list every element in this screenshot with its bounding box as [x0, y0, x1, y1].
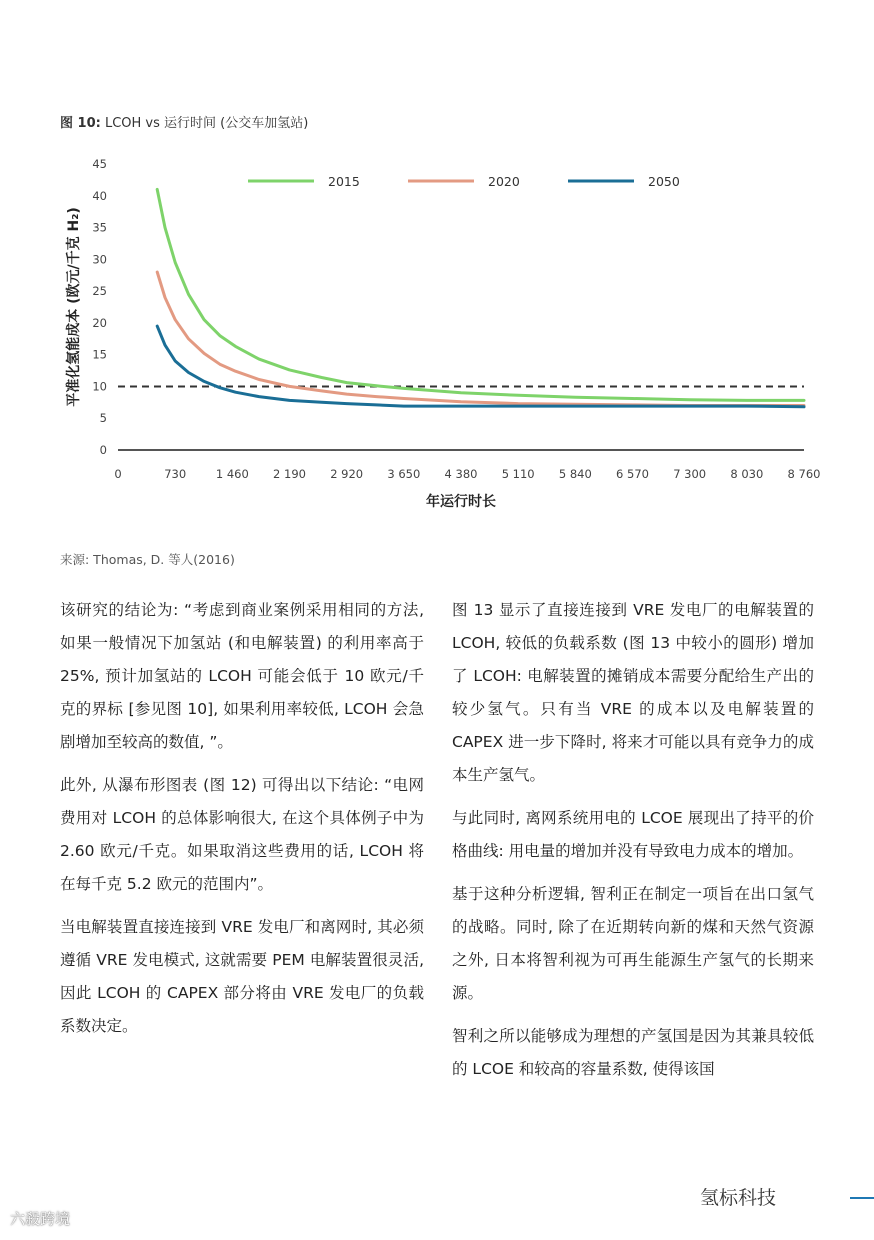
y-axis-label-group	[65, 207, 82, 407]
y-tick-label: 30	[92, 252, 107, 267]
axis-ticks	[92, 157, 820, 510]
y-tick-label: 10	[92, 379, 107, 394]
figure-title	[60, 112, 308, 131]
legend-label-2050: 2050	[648, 174, 680, 189]
y-tick-label: 5	[99, 411, 107, 426]
y-tick-label: 25	[92, 284, 107, 299]
paragraph: 基于这种分析逻辑, 智利正在制定一项旨在出口氢气的战略。同时, 除了在近期转向新的煤和天然气资源之外, 日本将智利视为可再生能源生产氢气的长期来源。	[452, 885, 814, 1002]
figure-label: 图 10:	[60, 116, 101, 131]
series-line-2015	[157, 189, 804, 400]
x-tick-label: 5 110	[501, 467, 535, 481]
x-tick-label: 8 030	[730, 467, 764, 481]
y-tick-label: 20	[92, 315, 107, 330]
series-group	[157, 189, 804, 406]
watermark-right-text: 氢标科技	[700, 1187, 777, 1209]
x-tick-label: 5 840	[558, 467, 592, 481]
paragraph: 与此同时, 离网系统用电的 LCOE 展现出了持平的价格曲线: 用电量的增加并没有导致电力成本的增加。	[452, 809, 814, 860]
figure-caption: LCOH vs 运行时间 (公交车加氢站)	[104, 116, 309, 131]
watermark-divider	[850, 1197, 874, 1199]
x-tick-label: 8 760	[787, 467, 821, 481]
y-tick-label: 45	[92, 157, 107, 171]
paragraph: 图 13 显示了直接连接到 VRE 发电厂的电解装置的 LCOH, 较低的负载系数 (图 13 中较小的圆形) 增加了 LCOH: 电解装置的摊销成本需要分配给生产出的较少氢气。只有当 VRE 的成本以及电解装置的 CAPEX 进一步下降时, 将来才可能以具有竞争力的成本生产氢气。	[452, 601, 814, 784]
x-tick-label: 4 380	[444, 467, 478, 481]
y-tick-label: 35	[92, 220, 107, 235]
x-tick-label: 3 650	[387, 467, 421, 481]
x-tick-label: 0	[114, 467, 122, 481]
watermark-left: 六殺跨境	[10, 1210, 71, 1228]
y-tick-label: 15	[92, 347, 107, 362]
legend-label-2020: 2020	[488, 174, 520, 189]
legend	[248, 174, 680, 189]
text-column-right	[452, 594, 814, 1096]
paragraph: 该研究的结论为: “考虑到商业案例采用相同的方法, 如果一般情况下加氢站 (和电解装置) 的利用率高于 25%, 预计加氢站的 LCOH 可能会低于 10 欧元/千克的界标 [参见图 10], 如果利用率较低, LCOH 会急剧增加至较高的数值, ”。	[60, 601, 424, 751]
legend-label-2015: 2015	[328, 174, 360, 189]
paragraph: 智利之所以能够成为理想的产氢国是因为其兼具较低的 LCOE 和较高的容量系数, 使得该国	[452, 1027, 814, 1078]
y-tick-label: 0	[99, 443, 107, 457]
y-tick-label: 40	[92, 188, 107, 203]
x-tick-label: 2 920	[330, 467, 364, 481]
x-tick-label: 730	[164, 467, 187, 481]
x-tick-label: 6 570	[616, 467, 649, 481]
figure-source: 来源: Thomas, D. 等人(2016)	[60, 552, 235, 567]
paragraph: 当电解装置直接连接到 VRE 发电厂和离网时, 其必须遵循 VRE 发电模式, 这就需要 PEM 电解装置很灵活, 因此 LCOH 的 CAPEX 部分将由 VRE 发电厂的负载系数决定。	[60, 918, 424, 1035]
x-tick-label: 1 460	[215, 467, 249, 481]
watermark-right	[700, 1183, 776, 1210]
x-tick-label: 2 190	[273, 467, 306, 481]
text-column-left	[60, 594, 424, 1053]
x-tick-label: 7 300	[673, 467, 707, 481]
lcoh-line-chart	[0, 140, 874, 520]
y-axis-title: 平准化氢能成本 (欧元/千克 H₂)	[66, 207, 82, 407]
paragraph: 此外, 从瀑布形图表 (图 12) 可得出以下结论: “电网费用对 LCOH 的总体影响很大, 在这个具体例子中为 2.60 欧元/千克。如果取消这些费用的话, LCOH 将在每千克 5.2 欧元的范围内”。	[60, 776, 424, 893]
x-axis-title: 年运行时长	[426, 494, 496, 510]
